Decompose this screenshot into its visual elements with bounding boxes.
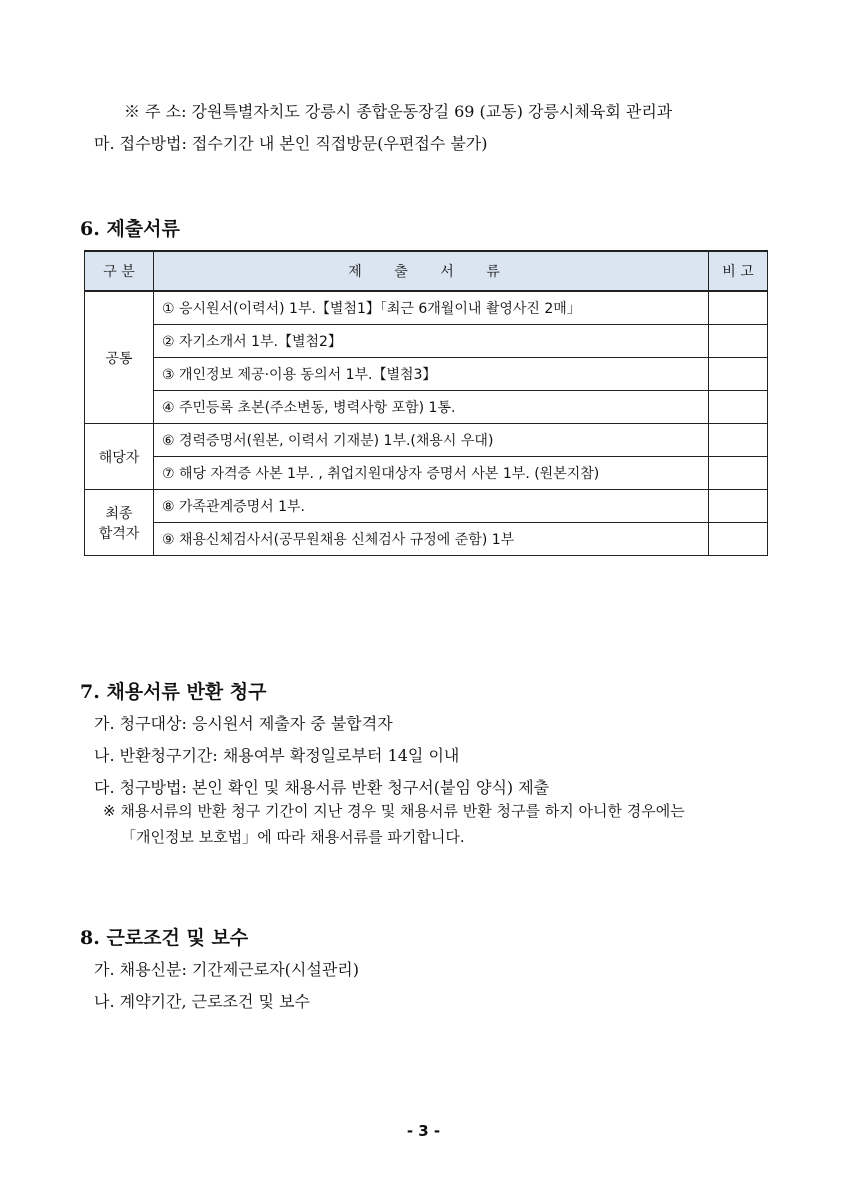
remarks-cell [709, 358, 768, 391]
document-item: ④ 주민등록 초본(주소변동, 병력사항 포함) 1통. [154, 391, 709, 424]
page-number: - 3 - [406, 1122, 441, 1140]
claim-period: 나. 반환청구기간: 채용여부 확정일로부터 14일 이내 [94, 746, 460, 765]
section-8-title: 8. 근로조건 및 보수 [80, 927, 249, 949]
header-remarks: 비 고 [709, 251, 768, 291]
header-category: 구 분 [85, 251, 154, 291]
remarks-cell [709, 424, 768, 457]
claim-target: 가. 청구대상: 응시원서 제출자 중 불합격자 [94, 714, 393, 733]
document-item: ⑦ 해당 자격증 사본 1부. , 취업지원대상자 증명서 사본 1부. (원본지참) [154, 457, 709, 490]
table-row [85, 291, 768, 325]
header-documents: 제 출 서 류 [154, 251, 709, 291]
category-common: 공통 [85, 291, 154, 424]
category-applicable: 해당자 [85, 424, 154, 490]
disposal-note-line1: ※ 채용서류의 반환 청구 기간이 지난 경우 및 채용서류 반환 청구를 하지 아니한 경우에는 [103, 802, 685, 820]
document-item: ③ 개인정보 제공·이용 동의서 1부.【별첨3】 [154, 358, 709, 391]
employment-status: 가. 채용신분: 기간제근로자(시설관리) [94, 960, 359, 979]
disposal-note-line2: 「개인정보 보호법」에 따라 채용서류를 파기합니다. [121, 828, 465, 846]
table-row [85, 457, 768, 490]
table-row [85, 325, 768, 358]
reception-method: 마. 접수방법: 접수기간 내 본인 직접방문(우편접수 불가) [94, 134, 488, 153]
document-item: ② 자기소개서 1부.【별첨2】 [154, 325, 709, 358]
table-row [85, 424, 768, 457]
document-item: ⑧ 가족관계증명서 1부. [154, 490, 709, 523]
claim-method: 다. 청구방법: 본인 확인 및 채용서류 반환 청구서(붙임 양식) 제출 [94, 778, 550, 797]
section-6-title: 6. 제출서류 [80, 218, 180, 240]
category-line: 최종 [105, 505, 133, 522]
remarks-cell [709, 523, 768, 556]
contract-conditions: 나. 계약기간, 근로조건 및 보수 [94, 992, 310, 1011]
remarks-cell [709, 325, 768, 358]
category-line: 합격자 [98, 525, 140, 542]
table-row [85, 358, 768, 391]
section-7-title: 7. 채용서류 반환 청구 [80, 681, 267, 703]
document-item: ⑥ 경력증명서(원본, 이력서 기재분) 1부.(채용시 우대) [154, 424, 709, 457]
category-final-passer [85, 490, 154, 556]
address-note: ※ 주 소: 강원특별자치도 강릉시 종합운동장길 69 (교동) 강릉시체육회 관리과 [124, 102, 673, 121]
document-item: ① 응시원서(이력서) 1부.【별첨1】「최근 6개월이내 촬영사진 2매」 [154, 291, 709, 325]
remarks-cell [709, 457, 768, 490]
document-item: ⑨ 채용신체검사서(공무원채용 신체검사 규정에 준함) 1부 [154, 523, 709, 556]
remarks-cell [709, 291, 768, 325]
table-row [85, 391, 768, 424]
remarks-cell [709, 391, 768, 424]
documents-table [84, 250, 768, 556]
remarks-cell [709, 490, 768, 523]
table-row [85, 490, 768, 523]
table-row [85, 523, 768, 556]
table-header-row [85, 251, 768, 291]
